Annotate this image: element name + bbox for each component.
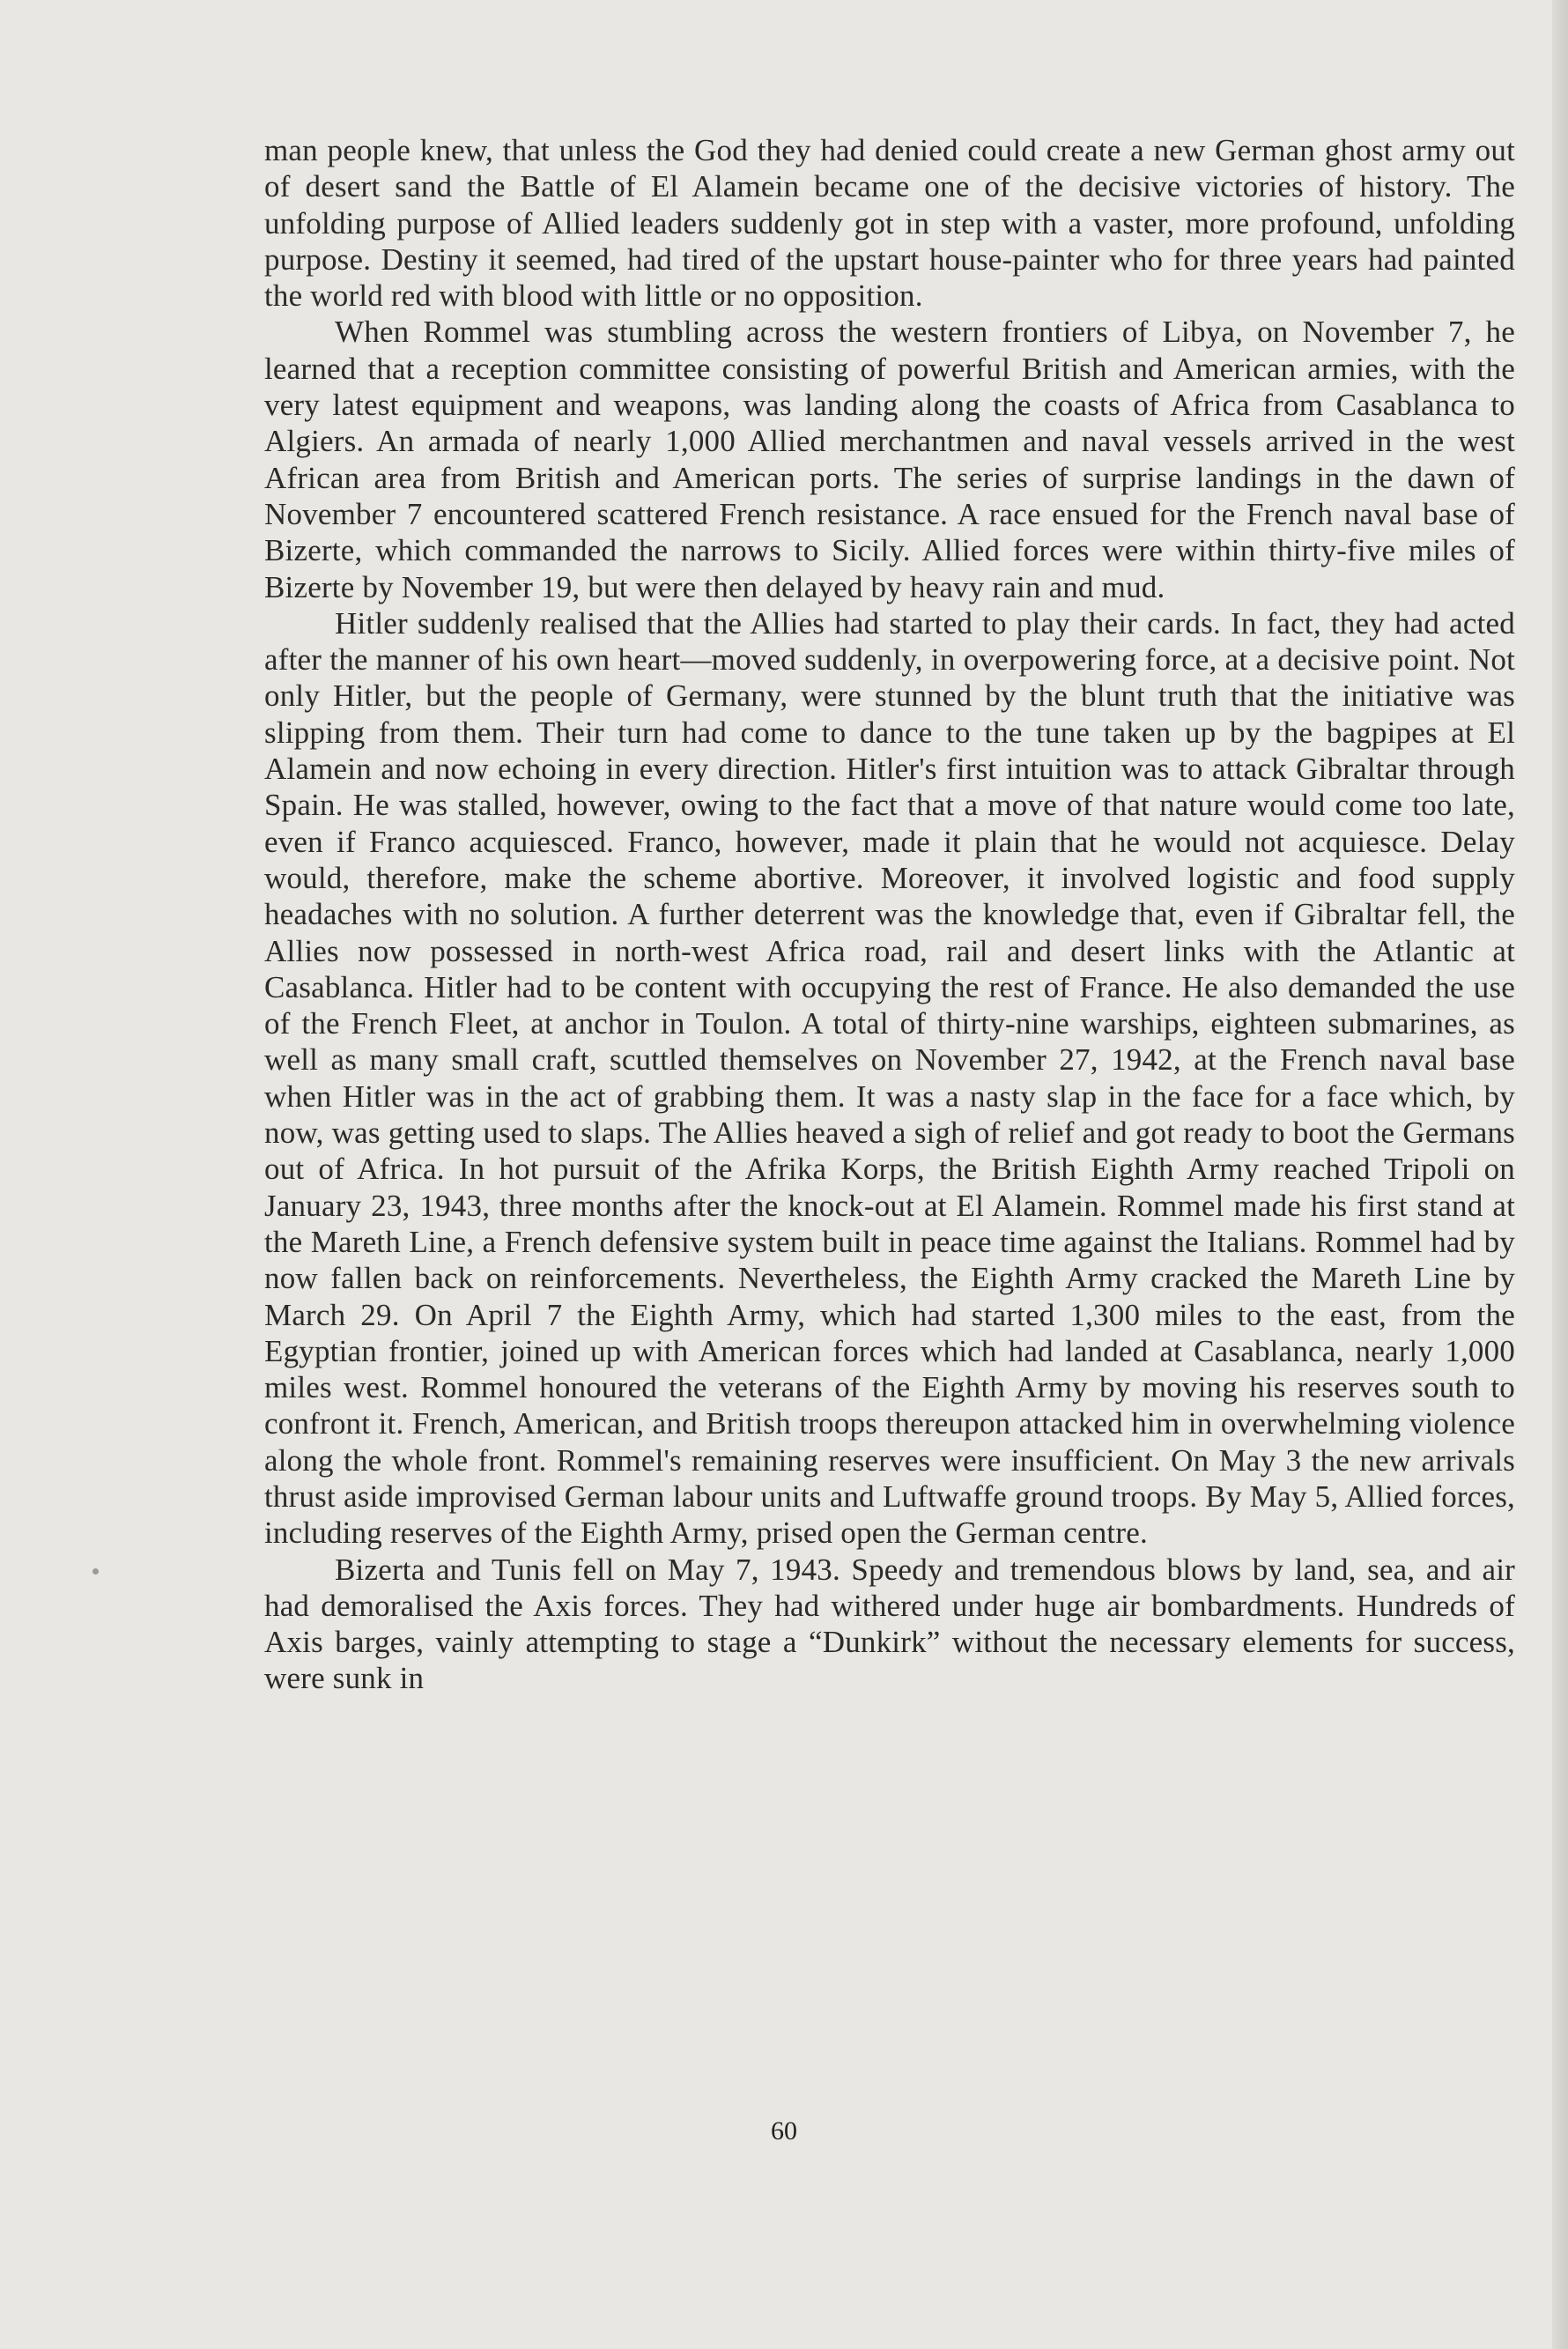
paragraph-3: Hitler suddenly realised that the Allies had started to play their cards. In fact, they had acted after the manner of his own heart—moved suddenly, in overpowering force, at a decisive point. Not only Hitler, but the people of Germany, were stunned by the blunt truth that the initiative was slipping from them. Their turn had come to dance to the tune taken up by the bagpipes at El Alamein and now echoing in every direction. Hitler's first intuition was to attack Gibraltar through Spain. He was stalled, however, owing to the fact that a move of that nature would come too late, even if Franco acquiesced. Franco, however, made it plain that he would not acquiesce. Delay would, therefore, make the scheme abortive. Moreover, it involved logistic and food supply headaches with no solution. A further deterrent was the knowledge that, even if Gibraltar fell, the Allies now possessed in north-west Africa road, rail and desert links with the Atlantic at Casablanca. Hitler had to be content with occupying the rest of France. He also demanded the use of the French Fleet, at anchor in Toulon. A total of thirty-nine warships, eighteen submarines, as well as many small craft, scuttled themselves on November 27, 1942, at the French naval base when Hitler was in the act of grabbing them. It was a nasty slap in the face for a face which, by now, was getting used to slaps. The Allies heaved a sigh of relief and got ready to boot the Germans out of Africa. In hot pursuit of the Afrika Korps, the British Eighth Army reached Tripoli on January 23, 1943, three months after the knock-out at El Alamein. Rommel made his first stand at the Mareth Line, a French defensive system built in peace time against the Italians. Rommel had by now fallen back on reinforcements. Nevertheless, the Eighth Army cracked the Mareth Line by March 29. On April 7 the Eighth Army, which had started 1,300 miles to the east, from the Egyptian frontier, joined up with American forces which had landed at Casablanca, nearly 1,000 miles west. Rommel honoured the veterans of the Eighth Army by moving his reserves south to confront it. French, American, and British troops thereupon attacked him in overwhelming violence along the whole front. Rommel's remaining reserves were insufficient. On May 3 the new arrivals thrust aside improvised German labour units and Luftwaffe ground troops. By May 5, Allied forces, including reserves of the Eighth Army, prised open the German centre. [264,605,1515,1551]
body-text [264,132,1515,1697]
margin-speck [92,1568,99,1575]
paragraph-2: When Rommel was stumbling across the western frontiers of Libya, on November 7, he learned that a reception committee consisting of powerful British and American armies, with the very latest equipment and weapons, was landing along the coasts of Africa from Casablanca to Algiers. An armada of nearly 1,000 Allied merchantmen and naval vessels arrived in the west African area from British and American ports. The series of surprise landings in the dawn of November 7 encountered scattered French resistance. A race ensued for the French naval base of Bizerte, which commanded the narrows to Sicily. Allied forces were within thirty-five miles of Bizerte by November 19, but were then delayed by heavy rain and mud. [264,315,1515,604]
page-number: 60 [771,2116,797,2145]
page-edge [1552,0,1568,2349]
paragraph-4: Bizerta and Tunis fell on May 7, 1943. Speedy and tremendous blows by land, sea, and air had demoralised the Axis forces. They had withered under huge air bombardments. Hundreds of Axis barges, vainly attempting to stage a “Dunkirk” without the necessary elements for success, were sunk in [264,1552,1515,1696]
paragraph-1: man people knew, that unless the God they had denied could create a new German ghost army out of desert sand the Battle of El Alamein became one of the decisive victories of history. The unfolding purpose of Allied leaders suddenly got in step with a vaster, more profound, unfolding purpose. Destiny it seemed, had tired of the upstart house-painter who for three years had painted the world red with blood with little or no opposition. [264,133,1515,314]
